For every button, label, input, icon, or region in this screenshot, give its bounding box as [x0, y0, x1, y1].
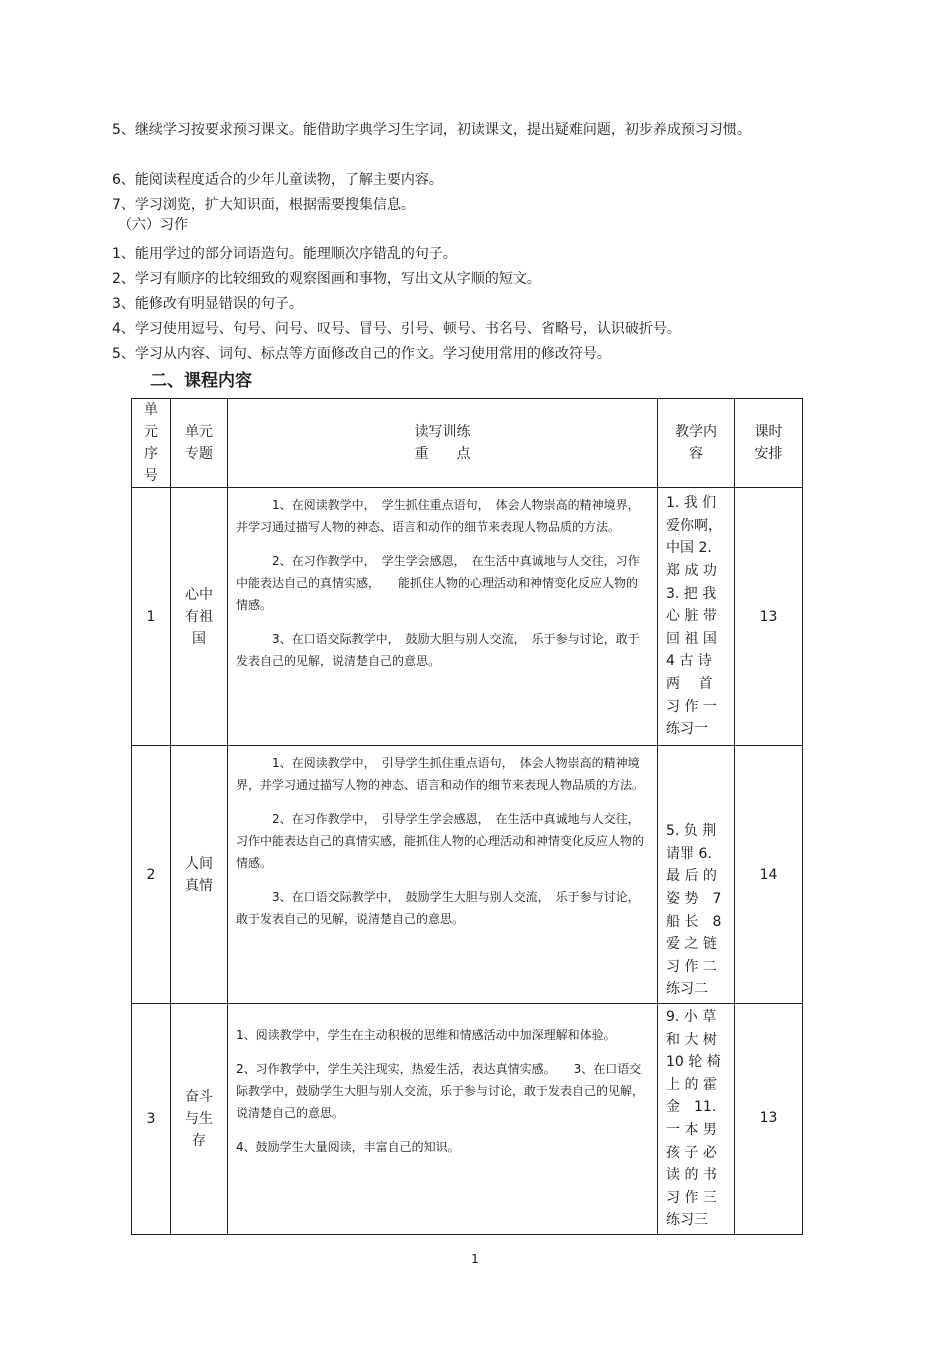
intro-item-7: 7、学习浏览，扩大知识面，根据需要搜集信息。	[112, 197, 415, 213]
cell-focus	[228, 488, 658, 746]
table-header-row	[132, 399, 803, 488]
focus-paragraph: 2、在习作教学中， 引导学生学会感恩， 在生活中真诚地与人交往，习作中能表达自己的真情实感，能抓住人物的心理活动和神情变化反应人物的情感。	[236, 812, 645, 870]
cell-seq: 3	[132, 1004, 171, 1235]
focus-paragraph: 1、在阅读教学中， 引导学生抓住重点语句， 体会人物崇高的精神境界，并学习通过描写人物的神态、语言和动作的细节来表现人物品质的方法。	[236, 756, 645, 792]
focus-paragraph: 2、在习作教学中， 学生学会感恩， 在生活中真诚地与人交往，习作中能表达自己的真情实感， 能抓住人物的心理活动和神情变化反应人物的情感。	[236, 554, 640, 612]
focus-paragraph: 1、阅读教学中，学生在主动积极的思维和情感活动中加深理解和体验。	[236, 1028, 616, 1042]
cell-seq: 1	[132, 488, 171, 746]
cell-hours: 13	[735, 1004, 803, 1235]
writing-item-5: 5、学习从内容、词句、标点等方面修改自己的作文。学习使用常用的修改符号。	[112, 346, 611, 362]
cell-lessons: 1. 我 们 爱你啊， 中国 2. 郑 成 功 3. 把 我 心 脏 带 回 祖 国 4 古 诗 两 首 习 作 一 练习一	[658, 488, 735, 746]
header-focus: 读写训练 重 点	[228, 399, 658, 488]
section-heading-course-content: 二、课程内容	[150, 371, 252, 391]
intro-item-5: 5、继续学习按要求预习课文。能借助字典学习生字词，初读课文，提出疑难问题，初步养成预习习惯。	[112, 122, 751, 138]
cell-hours: 14	[735, 746, 803, 1004]
focus-paragraph: 3、在口语交际教学中， 鼓励大胆与别人交流， 乐于参与讨论，敢于发表自己的见解，说清楚自己的意思。	[236, 632, 640, 668]
cell-seq: 2	[132, 746, 171, 1004]
writing-item-2: 2、学习有顺序的比较细致的观察图画和事物，写出文从字顺的短文。	[112, 271, 541, 287]
focus-paragraph: 2、习作教学中，学生关注现实，热爱生活，表达真情实感。 3、在口语交际教学中，鼓励学生大胆与别人交流，乐于参与讨论，敢于发表自己的见解，说清楚自己的意思。	[236, 1062, 645, 1120]
section-title-writing: （六）习作	[118, 217, 188, 233]
course-table	[131, 398, 803, 1235]
cell-topic: 心中 有祖 国	[171, 488, 228, 746]
table-row	[132, 1004, 803, 1235]
focus-paragraph: 4、鼓励学生大量阅读，丰富自己的知识。	[236, 1140, 460, 1154]
cell-lessons: 5. 负 荆 请罪 6. 最 后 的 姿 势 7 船 长 8 爱 之 链 习 作 二 练习二	[658, 746, 735, 1004]
cell-focus	[228, 1004, 658, 1235]
header-unit-seq: 单 元 序 号	[132, 399, 171, 488]
cell-topic: 人间 真情	[171, 746, 228, 1004]
cell-focus	[228, 746, 658, 1004]
table-row	[132, 488, 803, 746]
cell-topic: 奋斗 与生 存	[171, 1004, 228, 1235]
page-number: 1	[471, 1252, 479, 1266]
focus-paragraph: 1、在阅读教学中， 学生抓住重点语句， 体会人物崇高的精神境界，并学习通过描写人物的神态、语言和动作的细节来表现人物品质的方法。	[236, 498, 640, 534]
writing-item-1: 1、能用学过的部分词语造句。能理顺次序错乱的句子。	[112, 246, 457, 262]
writing-item-4: 4、学习使用逗号、句号、问号、叹号、冒号、引号、顿号、书名号、省略号，认识破折号。	[112, 321, 681, 337]
header-unit-topic: 单元 专题	[171, 399, 228, 488]
cell-hours: 13	[735, 488, 803, 746]
focus-paragraph: 3、在口语交际教学中， 鼓励学生大胆与别人交流， 乐于参与讨论，敢于发表自己的见解，说清楚自己的意思。	[236, 890, 640, 926]
intro-item-6: 6、能阅读程度适合的少年儿童读物，了解主要内容。	[112, 172, 443, 188]
header-content: 教学内 容	[658, 399, 735, 488]
header-hours: 课时 安排	[735, 399, 803, 488]
writing-item-3: 3、能修改有明显错误的句子。	[112, 296, 303, 312]
cell-lessons: 9. 小 草 和 大 树 10 轮 椅 上 的 霍 金 11. 一 本 男 孩 子 必 读 的 书 习 作 三 练习三	[658, 1004, 735, 1235]
table-row	[132, 746, 803, 1004]
